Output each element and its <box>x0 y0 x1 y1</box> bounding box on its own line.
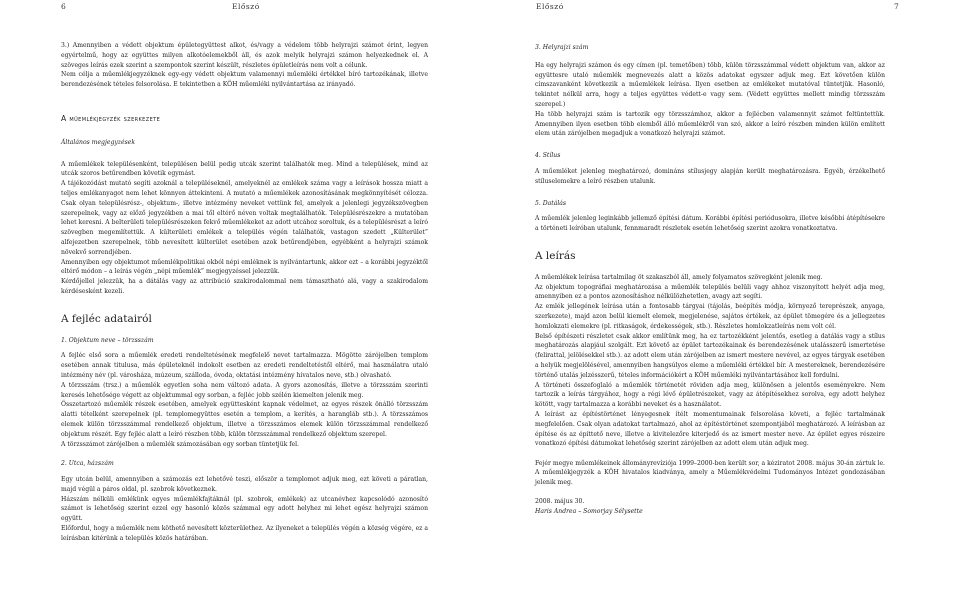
paragraph: 3.) Amennyiben a védett objektum épületegyüttest alkot, és/vagy a védelem több helyrajzi számot érint, legyen egyértelmű, hogy az együttes milyen alkotóelemekből áll, és azok melyik helyrajzi számon helyezkednek el. A szöveges leírás ezek szerint a szempontok szerint készült, részletes épületleírás nem volt a célunk. <box>61 42 428 69</box>
paragraph: Összetartozó műemlék részek esetében, amelyek együttesként kapnak védelmet, az egyes részek önálló törzsszám alatti tételként szerepelnek (pl. templomegyüttes esetén a templom, a kerítés, a harangláb stb.). A törzsszámos elemek külön törzsszámmal rendelkező objektum, illetve a törzsszámos elemek külön törzsszámmal rendelkező objektum részét. Egy fejléc alatt a leíró részben több, külön törzsszámmal rendelkező objektum szerepel. <box>61 401 428 438</box>
paragraph: Házszám nélküli emlékünk egyes műemlékfajtáknál (pl. szobrok, emlékek) az utcanévhez kapcsolódó azonosító számot is lehetőség szerint ezzel egy hasonló közös számmal egy adott helyhez mi lehet egész helyrajzi számon együtt. <box>61 495 428 523</box>
paragraph: Belső építészeti részletet csak akkor említünk meg, ha ez tartozékként jelentős, esetleg a datálás vagy a stílus meghatározás alapjául szolgált. Ezt követő az épület tartozékainak és berendezésének utalásszerű ismertetése (felirattal, jelölésekkel stb.). az adott elem után zárójelben az ismert mestere nevével, az egyes tárgyak esetében a helyük megjelölésével, amennyiben hangsúlyos eleme a műemléki értékkel bír. A mestereknek, berendezésére történő utalás jelzésszerű, tételes információkért a KÖH műemléki nyilvántartásához kell fordulni. <box>535 332 885 379</box>
section-title: A műemlékjegyzék szerkezete <box>61 113 161 123</box>
subheading-objektum: 1. Objektum neve – törzsszám <box>61 336 154 344</box>
closing-date: 2008. május 30. <box>535 498 585 506</box>
paragraph: Kérdőjellel jelezzük, ha a dátálás vagy az attribúció szakirodalommal nem támasztható alá, vagy a szakirodalom kérdésesként kezeli. <box>61 278 428 295</box>
paragraph: A leírást az építéstörténet lényegesnek ítélt momentumainak felsorolása követi, a fejléc tartalmának megfelelően. Csak olyan adatokat tartalmazó, ahol az építéstörténet szempontjából meghatározó. A leírásban az építése és az építtető neve, illetve a kivitelezőre kiterjedő és az ismert mester neve. Az épület egyes részeire vonatkozó építési dátumokat lehetőség szerint zárójelben az adott elem után adjuk meg. <box>535 410 885 448</box>
right-page-number: 7 <box>894 2 899 11</box>
paragraph: Az objektum topográfiai meghatározása a műemlék település belüli vagy ahhoz viszonyított helyét adja meg, amennyiben ez a pontos azonosításhoz nélkülözhetetlen, avagy azt segíti. <box>535 283 885 301</box>
right-header <box>480 0 960 14</box>
paragraph: Nem célja a műemlékjegyzéknek egy-egy védett objektum valamennyi műemléki értékkel bíró tartozékának, illetve berendezésének tételes felsorolása. E tekintetben a KÖH műemléki nyilvántartása az irányadó. <box>61 71 428 89</box>
paragraph: A műemléket jelenleg meghatározó, domináns stílusjegy alapján került meghatározásra. Egyéb, érzékelhető stíluselemekre a leíró részben utalunk. <box>535 167 885 185</box>
left-header <box>0 0 480 14</box>
right-header-title: Előszó <box>536 2 564 11</box>
paragraph: A fejléc első sora a műemlék eredeti rendeltetésének megfelelő nevet tartalmazza. Mögötte zárójelben templom esetében annak titulusa, más épületeknél indokolt esetben az eredeti rendeltetéstől eltérő, mai használatra utaló intézmény név (pl. városháza, múzeum, szálloda, óvoda, oktatási intézmény hivatalos neve, stb.) olvasható. <box>61 352 428 379</box>
left-header-title: Előszó <box>232 2 260 11</box>
subheading-hrsz: 3. Helyrajzi szám <box>535 44 589 51</box>
paragraph: A műemlékek településenként, településen belül pedig utcák szerint találhatók meg. Mind a települések, mind az utcák szoros betűrendben követik egymást. <box>61 160 428 178</box>
paragraph: Amennyiben egy objektumot műemlékpolitikai okból népi emléknek is nyilvántartunk, akkor ezt – a korábbi jegyzéktől eltérő módon – a leírás végén „népi műemlék” megjegyzéssel jelezzük. <box>61 258 428 276</box>
paragraph: A műemlék jelenleg leginkább jellemző építési dátum. Korábbi építési periódusokra, illetve későbbi átépítésekre a történeti leíróban utalunk, fennmaradt részletek esetén lehetőség szerint azokra vonatkoztatva. <box>535 215 885 233</box>
right-page <box>480 0 960 598</box>
section-subtitle: Általános megjegyzések <box>61 138 136 146</box>
left-page-number: 6 <box>61 2 66 11</box>
right-column <box>535 43 885 517</box>
paragraph: Az emlék jellegének leírása után a fontosabb tárgyai (tájolás, beépítés módja, környező tereprészek, anyaga, szerkezete), majd azon belül kiemelt elemek, megjelenése, sajátos értékek, az épület tömegére és a jellegzetes homlokzati elemekre (pl. ritkaságok, érdekességek, stb.). Részletes homlokzatleírás nem volt cél. <box>535 303 885 330</box>
paragraph: Egy utcán belül, amennyiben a számozás ezt lehetővé teszi, először a templomot adjuk meg, ezt követi a páratlan, majd végül a páros oldal, pl. szobrok következnek. <box>61 476 428 493</box>
subheading-datalas: 5. Datálás <box>535 199 567 207</box>
paragraph: Előfordul, hogy a műemlék nem köthető nevesített közterülethez. Az ilyeneket a település végén a község végére, ez a leírásban kitérünk a település közös határában. <box>61 525 428 542</box>
paragraph: Fejér megye műemlékeinek állományrevíziója 1999–2000-ben került sor, a kéziratot 2008. május 30-án zártuk le. A műemlékjegyzék a KÖH hivatalos kiadványa, amely a Műemlékvédelmi Tudományos Intézet gondozásában jelenik meg. <box>535 459 885 487</box>
paragraph: A törzsszámot zárójelben a műemlék számozásában egy sorban tüntetjük fel. <box>61 440 299 448</box>
subheading-stilus: 4. Stílus <box>535 152 561 160</box>
paragraph: Ha egy helyrajzi számon és egy címen (pl. temetőben) több, külön törzsszámmal védett objektum van, akkor az együttesre utaló műemlék megnevezés alatt a közös adatokat egyszer adjuk meg. Ezt követően külön címszavanként következik a műemlékek leírása. Ilyen esetben az emlékeket mutatóval tüntetjük. Hasonló, tekintet nélkül arra, hogy a teljes együttes védett-e vagy sem. (Védett együttes mellett mindig törzsszám szerepel.) <box>535 61 885 108</box>
paragraph: A törzsszám (trsz.) a műemlék egyetlen soha nem változó adata. A gyors azonosítás, illetve a törzsszám szerinti keresés lehetősége végett az objektummal egy sorban, a fejléc jobb szélén kiemelten jelenik meg. <box>61 381 428 399</box>
fejlec-title: A fejléc adatairól <box>61 312 152 325</box>
paragraph: A tájékozódást mutató segíti azoknál a településeknél, amelyeknél az emlékek száma vagy a leírások hossza miatt a teljes emlékanyagot nem lehet könnyen áttekinteni. A mutató a műemlékek azonosításának megkönnyítését célozza. Csak olyan településrész-, objektum-, illetve intézmény neveket vettünk fel, amelyek a jelenlegi jegyzékszövegben szerepelnek, vagy az előző jegyzékben a mai től eltérő néven voltak megtalálhatók. Településrészekre a mutatóban lehet keresni. A belterületi településrészeken fekvő műemlékeket az adott utcához soroltuk, és a településrészt a leíró szövegben megemlítettük. A külterületi emlékek a település végén találhatók, vastagon szedett „Külterület” alfejezetben szerepelnek, több nevesített külterület esetében azok betűrendjében, egyébként a helyrajzi számok növekvő sorrendjében. <box>61 180 428 256</box>
left-column <box>61 41 428 544</box>
paragraph: A műemlékek leírása tartalmilag öt szakaszból áll, amely folyamatos szövegként jelenik meg. <box>535 273 823 281</box>
paragraph: Ha több helyrajzi szám is tartozik egy törzsszámhoz, akkor a fejlécben valamennyit számot feltüntettük. Amennyiben ilyen esetben több elemből álló műemlékről van szó, akkor a leíró részben minden külön említett elem után zárójelben megadjuk a vonatkozó helyrajzi számot. <box>535 110 885 138</box>
paragraph: A történeti összefoglaló a műemlék történetét röviden adja meg, különösen a jelentős eseményekre. Nem tartozik a leírás tárgyához, hogy a régi lévő épületrészeket, vagy az átépítésekhez sorolva, egy adott helyhez kötött, vagy tartalmazza a korábbi neveket és a használatot. <box>535 381 885 409</box>
leiras-title: A leírás <box>535 249 576 262</box>
subheading-utca: 2. Utca, házszám <box>61 460 114 468</box>
signature: Haris Andrea – Somorjay Sélysette <box>535 508 643 516</box>
